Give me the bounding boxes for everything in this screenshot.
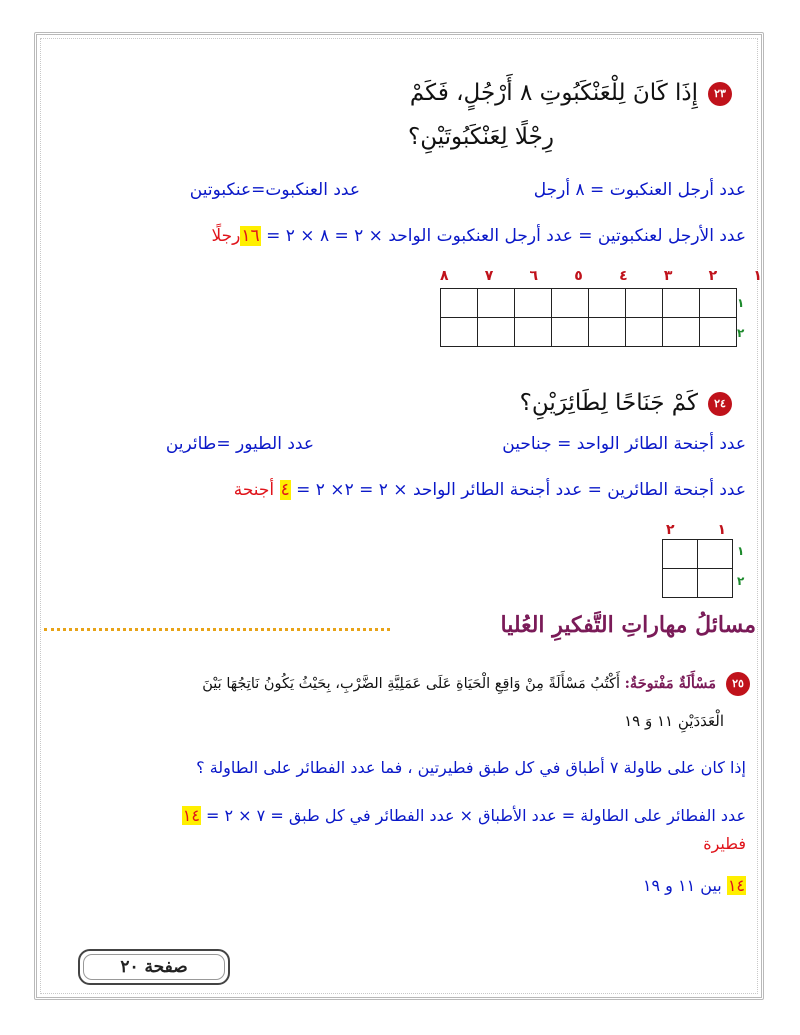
q24-row-number-1: ١ <box>737 544 745 558</box>
page-number: صفحة ٢٠ <box>120 957 188 977</box>
question-23-line1: ٢٣إِذَا كَانَ لِلْعَنْكَبُوتِ ٨ أَرْجُلٍ، فَكَمْ <box>410 80 732 106</box>
q25-answer-value: ١٤ <box>182 806 200 825</box>
q24-row-number-2: ٢ <box>737 574 745 588</box>
q23-given-count: عدد العنكبوت=عنكبوتين <box>189 180 360 200</box>
question-25-number-badge: ٢٥ <box>726 672 750 696</box>
q24-given-birds: عدد الطيور =طائرين <box>165 434 314 454</box>
section-heading-dotted-line <box>44 628 390 631</box>
page-border <box>34 32 764 1000</box>
question-24-number-badge: ٢٤ <box>708 392 732 416</box>
q24-answer-value: ٤ <box>280 480 290 500</box>
question-23-line2: رِجْلًا لِعَنْكَبُوتَيْنِ؟ <box>408 124 554 150</box>
q24-solution: عدد أجنحة الطائرين = عدد أجنحة الطائر الواحد × ٢ = ٢× ٢ = ٤ أجنحة <box>233 480 746 500</box>
q25-solution: عدد الفطائر على الطاولة = عدد الأطباق × عدد الفطائر في كل طبق = ٧ × ٢ = ١٤ <box>182 806 746 825</box>
q23-grid-column-numbers: ٨ ٧ ٦ ٥ ٤ ٣ ٢ ١ <box>440 268 762 284</box>
q25-check-value: ١٤ <box>727 876 745 895</box>
q24-given-wings: عدد أجنحة الطائر الواحد = جناحين <box>502 434 746 454</box>
q23-row-number-2: ٢ <box>737 326 745 340</box>
q25-check: ١٤ بين ١١ و ١٩ <box>642 876 745 895</box>
question-25-label: مَسْأَلَةٌ مَفْتوحَةٌ: <box>624 675 716 692</box>
question-25-line1: ٢٥مَسْأَلَةٌ مَفْتوحَةٌ: أَكْتُبُ مَسْأَلَةً مِنْ وَاقِعِ الْحَيَاةِ عَلَى عَمَلِيَّةِ الضَّرْبِ، بِحَيْثُ يَكُونُ نَاتِجُهَا بَيْنَ <box>202 672 750 696</box>
q23-row-number-1: ١ <box>737 296 745 310</box>
q23-answer-value: ١٦ <box>241 226 260 246</box>
q24-grid-column-numbers: ٢ ١ <box>666 522 726 538</box>
question-24-line1: ٢٤كَمْ جَنَاحًا لِطَائِرَيْنِ؟ <box>520 390 732 416</box>
q23-solution: عدد الأرجل لعنكبوتين = عدد أرجل العنكبوت الواحد × ٢ = ٨ × ٢ = ١٦رجلًا <box>211 226 746 246</box>
page-number-box <box>78 949 230 985</box>
q23-given-legs: عدد أرجل العنكبوت = ٨ أرجل <box>533 180 746 200</box>
q25-answer-question: إذا كان على طاولة ٧ أطباق في كل طبق فطيرتين ، فما عدد الفطائر على الطاولة ؟ <box>196 758 746 777</box>
question-23-number-badge: ٢٣ <box>708 82 732 106</box>
q23-grid <box>440 288 737 347</box>
section-heading: مسائلُ مهاراتِ التَّفكيرِ العُليا <box>500 612 756 638</box>
q25-solution-unit: فطيرة <box>703 834 746 853</box>
question-25-line2: الْعَدَدَيْنِ ١١ وَ ١٩ <box>624 712 724 730</box>
q24-grid <box>662 539 733 598</box>
